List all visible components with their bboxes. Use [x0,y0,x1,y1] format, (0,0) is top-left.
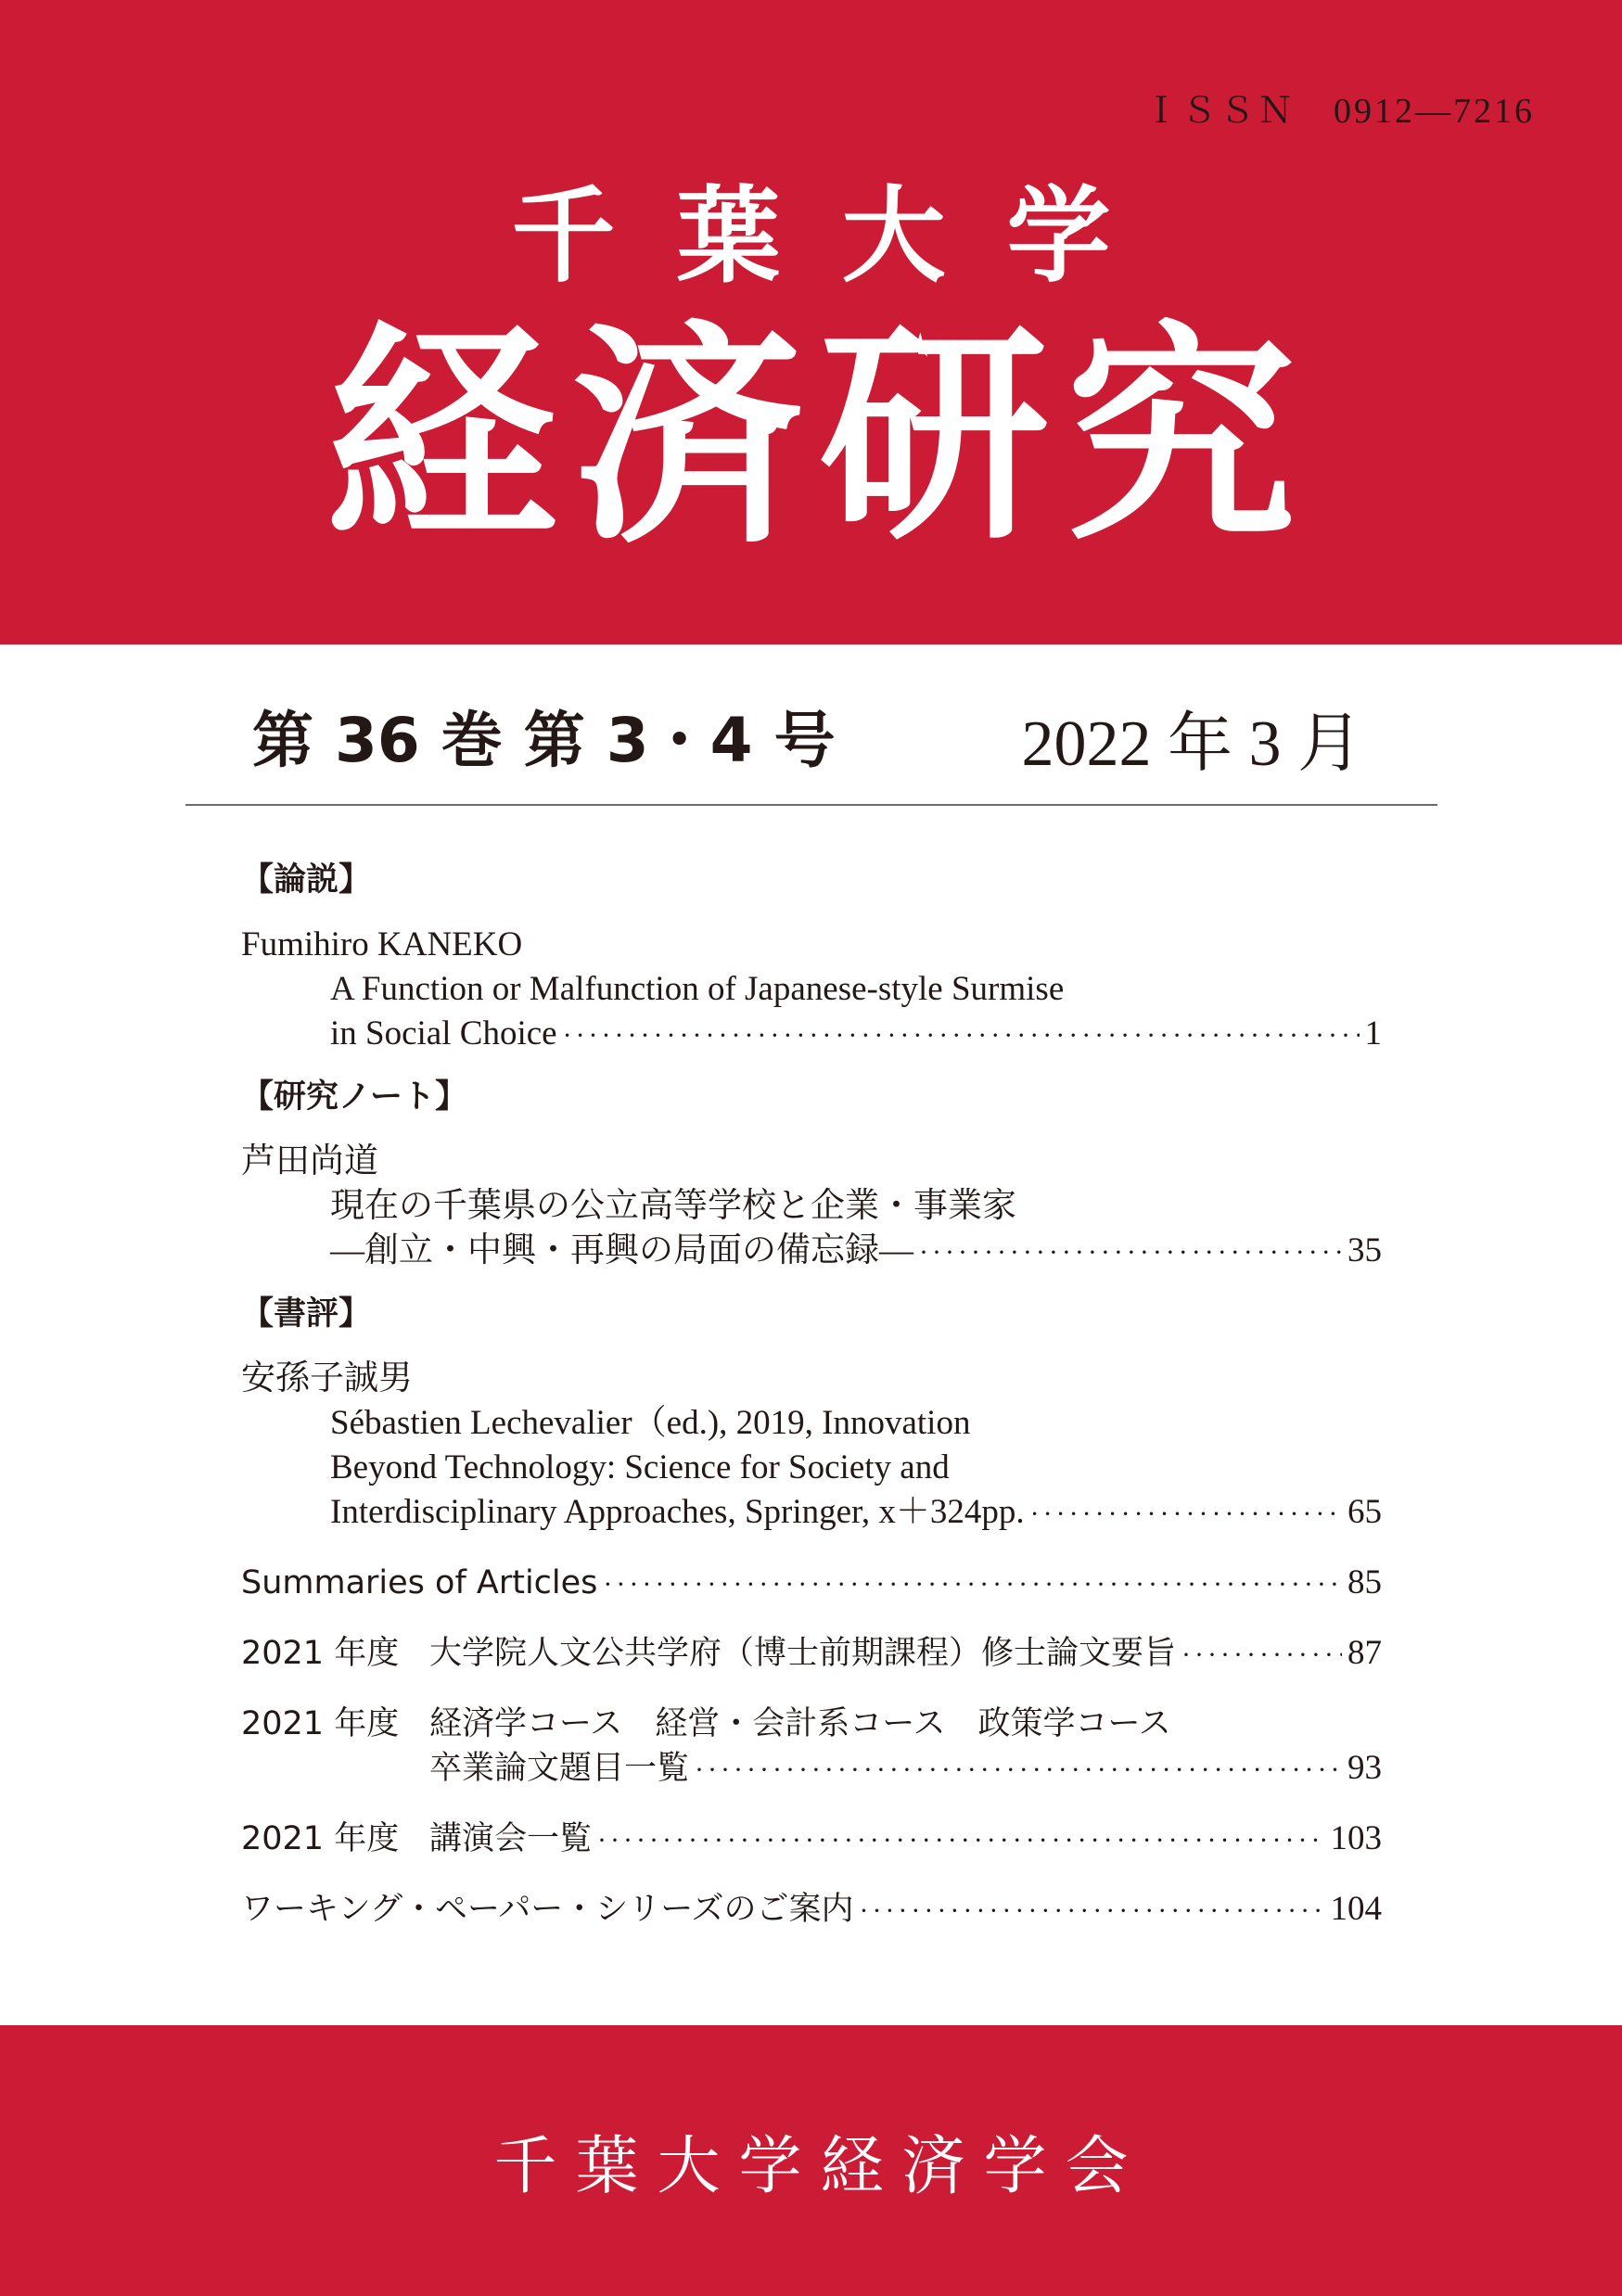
article-title-line: A Function or Malfunction of Japanese-style Surmise [330,970,1065,1008]
article-entry-row [241,1229,1382,1273]
working-paper-label: ワーキング・ペーパー・シリーズのご案内 [241,1891,854,1928]
author-ashida: 芦田尚道 [241,1142,378,1180]
page-number: 1 [1364,1014,1382,1052]
summaries-label: Summaries of Articles [241,1564,598,1601]
dot-leader [597,1818,1324,1863]
dot-leader [695,1748,1342,1792]
review-entry-row [241,1490,1382,1535]
page-number: 104 [1330,1890,1382,1928]
page-number: 87 [1347,1634,1382,1672]
grad-entry-line [241,1702,1382,1746]
author-family-name: KANEKO [377,925,523,963]
theses-label: 大学院人文公共学府（博士前期課程）修士論文要旨 [429,1635,1177,1672]
year-label: 2021 年度 [241,1705,400,1742]
grad-list-label: 卒業論文題目一覧 [429,1750,690,1787]
dot-leader [1030,1492,1342,1537]
dot-leader [859,1889,1324,1933]
section-heading-ronsetsu: 【論説】 [241,861,372,899]
dot-leader [603,1563,1342,1607]
publisher-society: 千葉大学経済学会 [493,2130,1147,2203]
dot-leader [919,1231,1342,1275]
summaries-entry-row [241,1561,1382,1605]
review-title-line: Sébastien Lechevalier（ed.), 2019, Innovation [330,1404,971,1442]
review-title-line: Beyond Technology: Science for Society and [330,1448,950,1486]
journal-title: 経済研究 [326,301,1313,571]
header-divider [185,804,1437,806]
page-number: 93 [1347,1749,1382,1787]
article-title-line: 現在の千葉県の公立高等学校と企業・事業家 [330,1187,1016,1225]
page-number: 35 [1347,1231,1382,1269]
article-entry-row [241,1012,1382,1056]
lectures-label: 講演会一覧 [429,1820,593,1857]
table-of-contents [241,858,1382,1932]
working-paper-entry-row [241,1887,1382,1932]
article-subtitle-line: ―創立・中興・再興の局面の備忘録― [330,1231,913,1269]
issue-date: 2022 年 3 月 [1021,708,1362,780]
author-given-name: Fumihiro [241,925,377,963]
theses-entry-row [241,1631,1382,1676]
article-title-line: in Social Choice [330,1014,557,1052]
page-number: 65 [1347,1493,1382,1531]
dot-leader [563,1014,1360,1058]
author-kaneko [241,923,1382,967]
page-number: 85 [1347,1563,1382,1601]
author-abiko: 安孫子誠男 [241,1359,413,1397]
page-number: 103 [1330,1819,1382,1857]
volume-issue: 第 36 巻 第 3・4 号 [252,705,836,776]
grad-courses-label: 経済学コース 経営・会計系コース 政策学コース [429,1705,1171,1742]
issn-number: ＩＳＳＮ 0912―7216 [1143,92,1535,131]
section-heading-note: 【研究ノート】 [241,1078,467,1116]
year-label: 2021 年度 [241,1820,400,1857]
university-name: 千葉大学 [511,175,1172,297]
dot-leader [1181,1633,1342,1677]
grad-entry-row [241,1746,1382,1791]
review-title-line: Interdisciplinary Approaches, Springer, x＋324pp. [330,1493,1025,1531]
lectures-entry-row [241,1817,1382,1861]
section-heading-review: 【書評】 [241,1295,372,1333]
year-label: 2021 年度 [241,1635,400,1672]
